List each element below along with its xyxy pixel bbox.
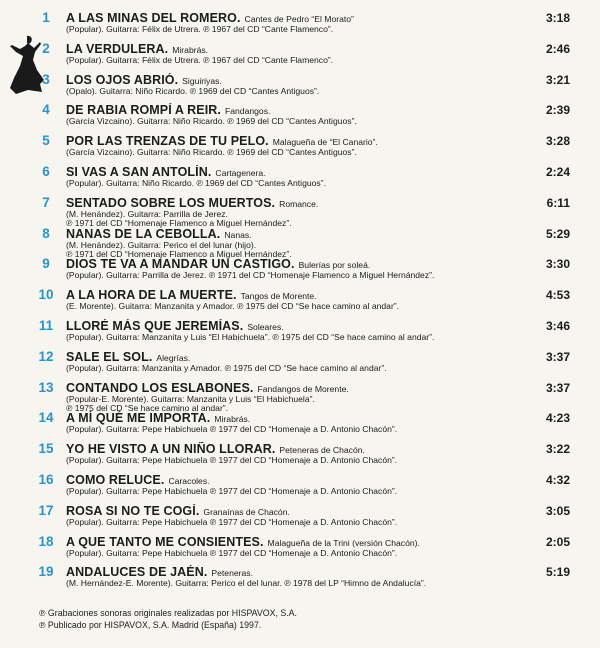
track-number: 8 [42, 225, 50, 241]
track-row [0, 381, 600, 412]
track-credit: (Popular). Guitarra: Manzanita y Amador. ℗ 1975 del CD “Se hace camino al andar”. [66, 362, 387, 373]
track-title: NANAS DE LA CEBOLLA. [66, 226, 221, 241]
track-title: LOS OJOS ABRIÓ. [66, 72, 179, 87]
track-credit: (M. Henández). Guitarra: Perico el del lunar (hijo). ℗ 1971 del CD “Homenaje Flamenco a Miguel Hernández”. [66, 239, 292, 260]
track-credit: (García Vizcaino). Guitarra: Niño Ricardo. ℗ 1969 del CD “Cantes Antiguos”. [66, 147, 357, 158]
track-row [0, 196, 600, 227]
track-title: ANDALUCES DE JAÉN. [66, 565, 208, 580]
track-duration: 3:30 [545, 257, 570, 272]
track-number: 10 [38, 287, 54, 303]
track-title: ROSA SI NO TE COGÍ. [66, 503, 200, 518]
track-title: DE RABIA ROMPÍ A REIR. [66, 103, 221, 118]
track-number: 14 [38, 410, 54, 426]
track-credit: (Popular). Guitarra: Pepe Habichuela ℗ 1977 del CD “Homenaje a D. Antonio Chacón”. [66, 516, 398, 527]
track-title: LLORÉ MÁS QUE JEREMÍAS. [66, 318, 244, 333]
track-credit: (Popular). Guitarra: Manzanita y Luis “El Habichuela”. ℗ 1975 del CD “Se hace camino al andar”. [66, 331, 435, 342]
track-number: 9 [42, 256, 50, 272]
track-title: SALE EL SOL. [66, 349, 153, 364]
track-credit: (Popular). Guitarra: Félix de Utrera. ℗ 1967 del CD “Cante Flamenco”. [66, 24, 334, 34]
track-title: A LAS MINAS DEL ROMERO. [66, 11, 241, 25]
track-style: Malagueña de “El Canario”. [272, 137, 378, 148]
track-credit: (Popular). Guitarra: Pepe Habichuela ℗ 1977 del CD “Homenaje a D. Antonio Chacón”. [66, 455, 398, 466]
tracklist [0, 11, 600, 596]
track-title: A LA HORA DE LA MUERTE. [66, 288, 237, 303]
track-credit: (Popular). Guitarra: Pepe Habichuela ℗ 1977 del CD “Homenaje a D. Antonio Chacón”. [66, 485, 398, 496]
track-style: Mirabrás. [214, 414, 251, 425]
track-row [0, 11, 600, 42]
track-row [0, 411, 600, 442]
track-row [0, 165, 600, 196]
track-row [0, 227, 600, 258]
track-number: 18 [38, 533, 54, 549]
track-row [0, 319, 600, 350]
track-row [0, 535, 600, 566]
track-number: 6 [42, 163, 50, 179]
track-row [0, 42, 600, 73]
footer-publisher-note: ℗ Publicado por HISPAVOX, S.A. Madrid (España) 1997. [39, 619, 262, 630]
track-number: 16 [38, 471, 54, 487]
track-duration: 5:19 [545, 565, 570, 580]
track-style: Siguiriyas. [182, 75, 222, 86]
track-style: Romance. [279, 198, 319, 209]
track-row [0, 442, 600, 473]
track-row [0, 504, 600, 535]
footer [39, 608, 297, 631]
track-duration: 3:18 [545, 11, 570, 25]
track-style: Alegrías. [156, 352, 191, 363]
track-duration: 4:53 [545, 288, 570, 303]
track-style: Cantes de Pedro “El Morato” [244, 14, 354, 24]
track-credit: (Popular). Guitarra: Parrilla de Jerez. ℗ 1971 del CD “Homenaje Flamenco a Miguel Hernández”. [66, 270, 435, 281]
track-number: 3 [42, 71, 50, 87]
track-credit: (M. Henández). Guitarra: Parrilla de Jerez. ℗ 1971 del CD “Homenaje Flamenco a Miguel Hernández”. [66, 208, 292, 229]
track-credit: (Opalo). Guitarra: Niño Ricardo. ℗ 1969 del CD “Cantes Antiguos”. [66, 85, 320, 96]
track-duration: 2:39 [545, 103, 570, 118]
track-duration: 5:29 [545, 226, 570, 241]
track-credit: (García Vizcaino). Guitarra: Niño Ricardo. ℗ 1969 del CD “Cantes Antiguos”. [66, 116, 357, 127]
track-duration: 3:22 [545, 442, 570, 457]
track-number: 17 [38, 502, 54, 518]
track-title: SENTADO SOBRE LOS MUERTOS. [66, 195, 276, 210]
track-duration: 2:46 [545, 41, 570, 56]
track-title: POR LAS TRENZAS DE TU PELO. [66, 134, 269, 149]
track-duration: 3:37 [545, 349, 570, 364]
track-number: 19 [38, 564, 54, 580]
track-duration: 4:32 [545, 472, 570, 487]
track-duration: 2:24 [545, 164, 570, 179]
track-duration: 3:28 [545, 134, 570, 149]
track-row [0, 134, 600, 165]
track-credit: (E. Morente). Guitarra: Manzanita y Amador. ℗ 1975 del CD “Se hace camino al andar”. [66, 301, 400, 312]
track-title: YO HE VISTO A UN NIÑO LLORAR. [66, 442, 276, 457]
track-duration: 3:05 [545, 503, 570, 518]
track-style: Soleares. [247, 321, 284, 332]
footer-recording-note: ℗ Grabaciones sonoras originales realizadas por HISPAVOX, S.A. [39, 608, 297, 618]
track-style: Granaínas de Chacón. [203, 506, 290, 517]
track-title: A MÍ QUÉ ME IMPORTA. [66, 411, 211, 426]
track-number: 7 [42, 194, 50, 210]
track-number: 4 [42, 102, 50, 118]
track-number: 15 [38, 441, 54, 457]
track-style: Cartagenera. [215, 167, 266, 178]
track-number: 11 [38, 317, 54, 333]
track-number: 5 [42, 133, 50, 149]
track-style: Fandangos. [224, 106, 271, 117]
track-style: Bulerías por soleá. [298, 260, 371, 271]
track-credit: (Popular). Guitarra: Félix de Utrera. ℗ 1967 del CD “Cante Flamenco”. [66, 54, 334, 65]
track-style: Peteneras de Chacón. [279, 445, 365, 456]
track-style: Fandangos de Morente. [257, 383, 349, 394]
track-number: 12 [38, 348, 54, 364]
track-style: Nanas. [224, 229, 252, 240]
track-duration: 2:05 [545, 534, 570, 549]
track-number: 2 [42, 40, 50, 56]
track-duration: 3:37 [545, 380, 570, 395]
track-credit: (Popular). Guitarra: Niño Ricardo. ℗ 1969 del CD “Cantes Antiguos”. [66, 177, 326, 188]
track-style: Malagueña de la Trini (versión Chacón). [267, 537, 420, 548]
track-number: 13 [38, 379, 54, 395]
track-style: Caracoles. [168, 475, 210, 486]
track-title: DIOS TE VA A MANDAR UN CASTIGO. [66, 257, 295, 272]
track-row [0, 257, 600, 288]
track-title: COMO RELUCE. [66, 472, 165, 487]
track-credit: (Popular). Guitarra: Pepe Habichuela ℗ 1977 del CD “Homenaje a D. Antonio Chacón”. [66, 424, 398, 435]
track-style: Tangos de Morente. [240, 291, 317, 302]
track-title: LA VERDULERA. [66, 41, 169, 56]
track-duration: 4:23 [545, 411, 570, 426]
track-row [0, 288, 600, 319]
track-row [0, 350, 600, 381]
track-row [0, 73, 600, 104]
track-title: CONTANDO LOS ESLABONES. [66, 380, 254, 395]
track-duration: 6:11 [546, 195, 570, 210]
track-duration: 3:46 [545, 318, 570, 333]
track-title: SI VAS A SAN ANTOLÍN. [66, 164, 212, 179]
track-style: Peteneras. [211, 568, 253, 579]
track-row [0, 103, 600, 134]
track-row [0, 565, 600, 596]
track-credit: (M. Hernández-E. Morente). Guitarra: Perico el del lunar. ℗ 1978 del LP “Himno de Andalucía”. [66, 578, 427, 589]
track-style: Mirabrás. [172, 44, 209, 55]
track-credit: (Popular-E. Morente). Guitarra: Manzanita y Luis “El Habichuela”. ℗ 1975 del CD “Se hace camino al andar”. [66, 393, 315, 414]
track-row [0, 473, 600, 504]
track-credit: (Popular). Guitarra: Pepe Habichuela ℗ 1977 del CD “Homenaje a D. Antonio Chacón”. [66, 547, 398, 558]
track-duration: 3:21 [545, 72, 570, 87]
track-title: A QUE TANTO ME CONSIENTES. [66, 534, 264, 549]
track-number: 1 [42, 10, 50, 25]
